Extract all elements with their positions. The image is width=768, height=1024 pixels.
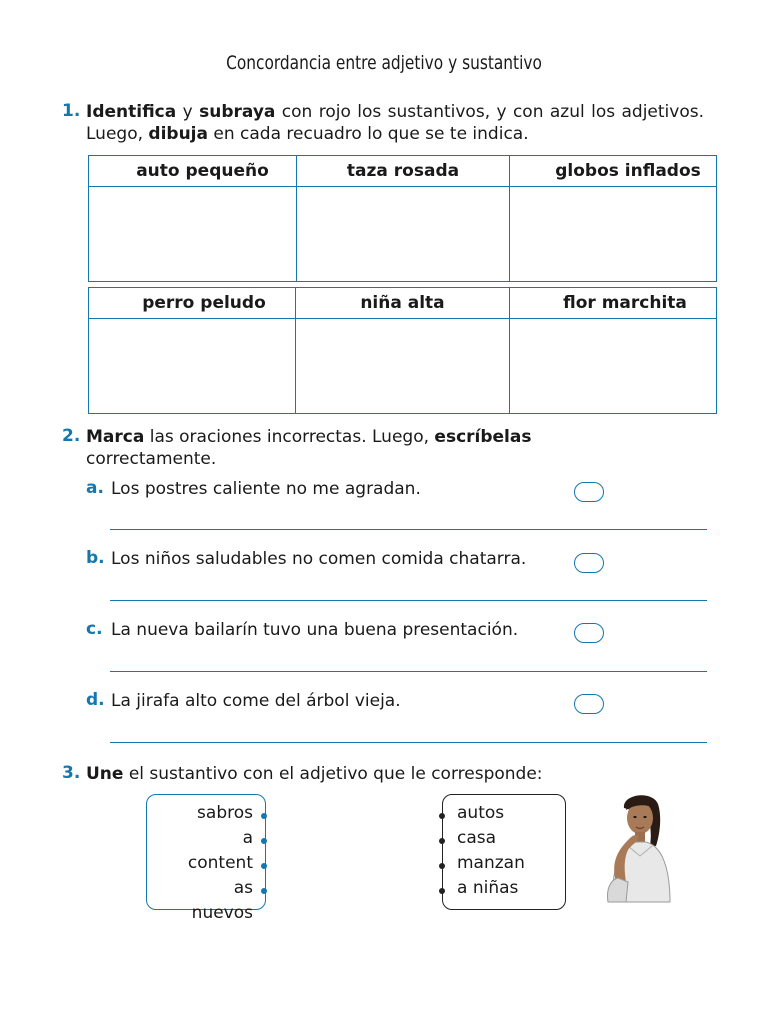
drawing-box[interactable] (510, 187, 717, 282)
instruction-bold-marca: Marca (86, 427, 145, 447)
drawing-box[interactable] (89, 319, 296, 414)
section-2-number: 2. (62, 426, 81, 446)
item-letter: a. (86, 478, 104, 498)
instruction-bold-escribelas: escríbelas (434, 427, 532, 447)
connector-dot[interactable] (439, 813, 445, 819)
instruction-text: con rojo los sustantivos, y con azul los adjetivos. Luego, (86, 102, 705, 144)
mark-checkbox[interactable] (574, 553, 604, 573)
table-header-cell: niña alta (296, 288, 510, 319)
section-1-instructions (86, 101, 704, 145)
noun-word: autos (457, 803, 505, 823)
instruction-bold-subraya: subraya (199, 102, 276, 122)
drawing-table-2 (88, 287, 717, 414)
section-3-instructions (86, 763, 706, 785)
mark-checkbox[interactable] (574, 482, 604, 502)
adjective-word: as (233, 878, 253, 898)
instruction-bold-identifica: Identifica (86, 102, 177, 122)
connector-dot[interactable] (261, 838, 267, 844)
section-3-number: 3. (62, 763, 81, 783)
mark-checkbox[interactable] (574, 694, 604, 714)
answer-line[interactable] (110, 529, 707, 530)
adjective-word: a (242, 828, 253, 848)
adjective-word: sabros (197, 803, 253, 823)
connector-dot[interactable] (261, 813, 267, 819)
table-header-cell: taza rosada (297, 156, 510, 187)
instruction-text: correctamente. (86, 449, 217, 469)
connector-dot[interactable] (261, 888, 267, 894)
table-header-cell: auto pequeño (89, 156, 297, 187)
table-header-cell: flor marchita (510, 288, 717, 319)
adjective-box (146, 794, 266, 923)
adjective-word: nuevos (191, 903, 253, 923)
answer-line[interactable] (110, 600, 707, 601)
connector-dot[interactable] (261, 863, 267, 869)
instruction-text: las oraciones incorrectas. Luego, (144, 427, 435, 447)
sentence-text: La jirafa alto come del árbol vieja. (111, 691, 401, 711)
drawing-box[interactable] (510, 319, 717, 414)
sentence-text: Los postres caliente no me agradan. (111, 479, 421, 499)
instruction-text: y (176, 102, 200, 122)
mark-checkbox[interactable] (574, 623, 604, 643)
instruction-text: en cada recuadro lo que se te indica. (207, 124, 529, 144)
section-1-number: 1. (62, 101, 81, 121)
answer-line[interactable] (110, 671, 707, 672)
drawing-table-1 (88, 155, 717, 282)
instruction-bold-une: Une (86, 764, 124, 784)
connector-dot[interactable] (439, 838, 445, 844)
section-2-instructions (86, 426, 706, 470)
instruction-text: el sustantivo con el adjetivo que le corresponde: (123, 764, 543, 784)
connector-dot[interactable] (439, 888, 445, 894)
drawing-box[interactable] (89, 187, 297, 282)
noun-word: casa (457, 828, 497, 848)
noun-word: a niñas (457, 878, 519, 898)
item-letter: b. (86, 548, 105, 568)
item-letter: c. (86, 619, 103, 639)
table-header-cell: perro peludo (89, 288, 296, 319)
drawing-box[interactable] (297, 187, 510, 282)
instruction-bold-dibuja: dibuja (148, 124, 208, 144)
connector-dot[interactable] (439, 863, 445, 869)
item-letter: d. (86, 690, 105, 710)
noun-word: manzan (457, 853, 525, 873)
table-header-cell: globos inflados (510, 156, 717, 187)
girl-thinking-illustration (600, 790, 680, 905)
adjective-word: content (187, 853, 253, 873)
sentence-text: La nueva bailarín tuvo una buena presentación. (111, 620, 519, 640)
page-title: Concordancia entre adjetivo y sustantivo (226, 52, 542, 74)
answer-line[interactable] (110, 742, 707, 743)
drawing-box[interactable] (296, 319, 510, 414)
noun-box (442, 794, 566, 910)
sentence-text: Los niños saludables no comen comida chatarra. (111, 549, 527, 569)
